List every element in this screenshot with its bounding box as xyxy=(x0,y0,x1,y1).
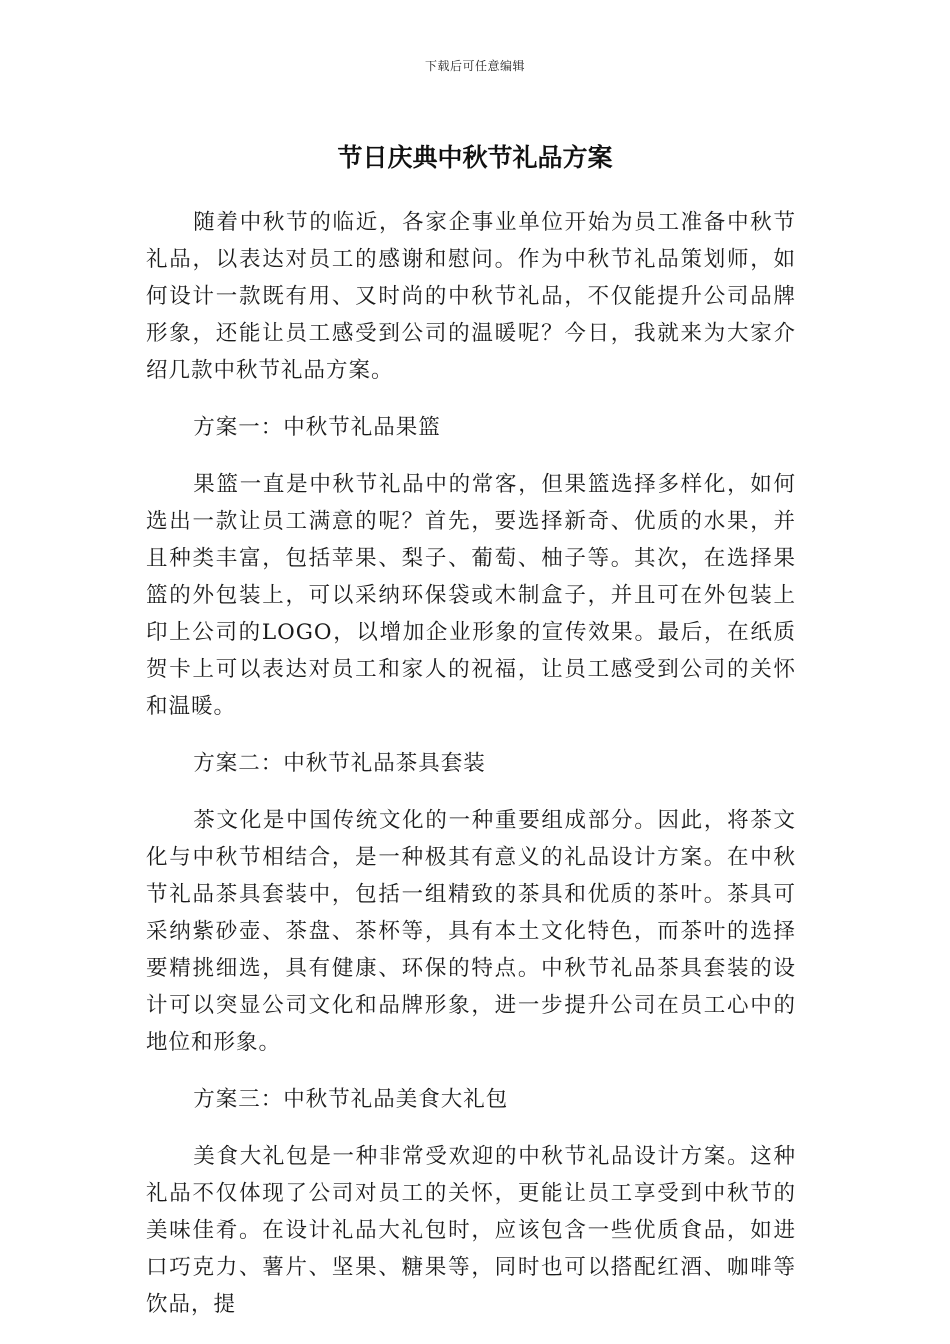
document-body xyxy=(146,204,796,1343)
plan-1-paragraph: 果篮一直是中秋节礼品中的常客，但果篮选择多样化，如何选出一款让员工满意的呢？首先，要选择新奇、优质的水果，并且种类丰富，包括苹果、梨子、葡萄、柚子等。其次，在选择果篮的外包装上，可以采纳环保袋或木制盒子，并且可在外包装上印上公司的LOGO，以增加企业形象的宣传效果。最后，在纸质贺卡上可以表达对员工和家人的祝福，让员工感受到公司的关怀和温暖。 xyxy=(146,472,796,719)
section-heading-plan-2: 方案二：中秋节礼品茶具套装 xyxy=(193,751,486,776)
document-title: 节日庆典中秋节礼品方案 xyxy=(337,143,613,172)
section-heading-plan-1: 方案一：中秋节礼品果篮 xyxy=(193,415,441,440)
intro-paragraph: 随着中秋节的临近，各家企事业单位开始为员工准备中秋节礼品，以表达对员工的感谢和慰问。作为中秋节礼品策划师，如何设计一款既有用、又时尚的中秋节礼品，不仅能提升公司品牌形象，还能让员工感受到公司的温暖呢？今日，我就来为大家介绍几款中秋节礼品方案。 xyxy=(146,210,796,383)
header-note: 下载后可任意编辑 xyxy=(424,59,525,73)
plan-3-paragraph: 美食大礼包是一种非常受欢迎的中秋节礼品设计方案。这种礼品不仅体现了公司对员工的关怀，更能让员工享受到中秋节的美味佳肴。在设计礼品大礼包时，应该包含一些优质食品，如进口巧克力、薯片、坚果、糖果等，同时也可以搭配红酒、咖啡等饮品，提 xyxy=(146,1144,796,1317)
plan-2-paragraph: 茶文化是中国传统文化的一种重要组成部分。因此，将茶文化与中秋节相结合，是一种极其有意义的礼品设计方案。在中秋节礼品茶具套装中，包括一组精致的茶具和优质的茶叶。茶具可采纳紫砂壶、茶盘、茶杯等，具有本土文化特色，而茶叶的选择要精挑细选，具有健康、环保的特点。中秋节礼品茶具套装的设计可以突显公司文化和品牌形象，进一步提升公司在员工心中的地位和形象。 xyxy=(146,808,796,1055)
section-heading-plan-3: 方案三：中秋节礼品美食大礼包 xyxy=(193,1087,509,1112)
